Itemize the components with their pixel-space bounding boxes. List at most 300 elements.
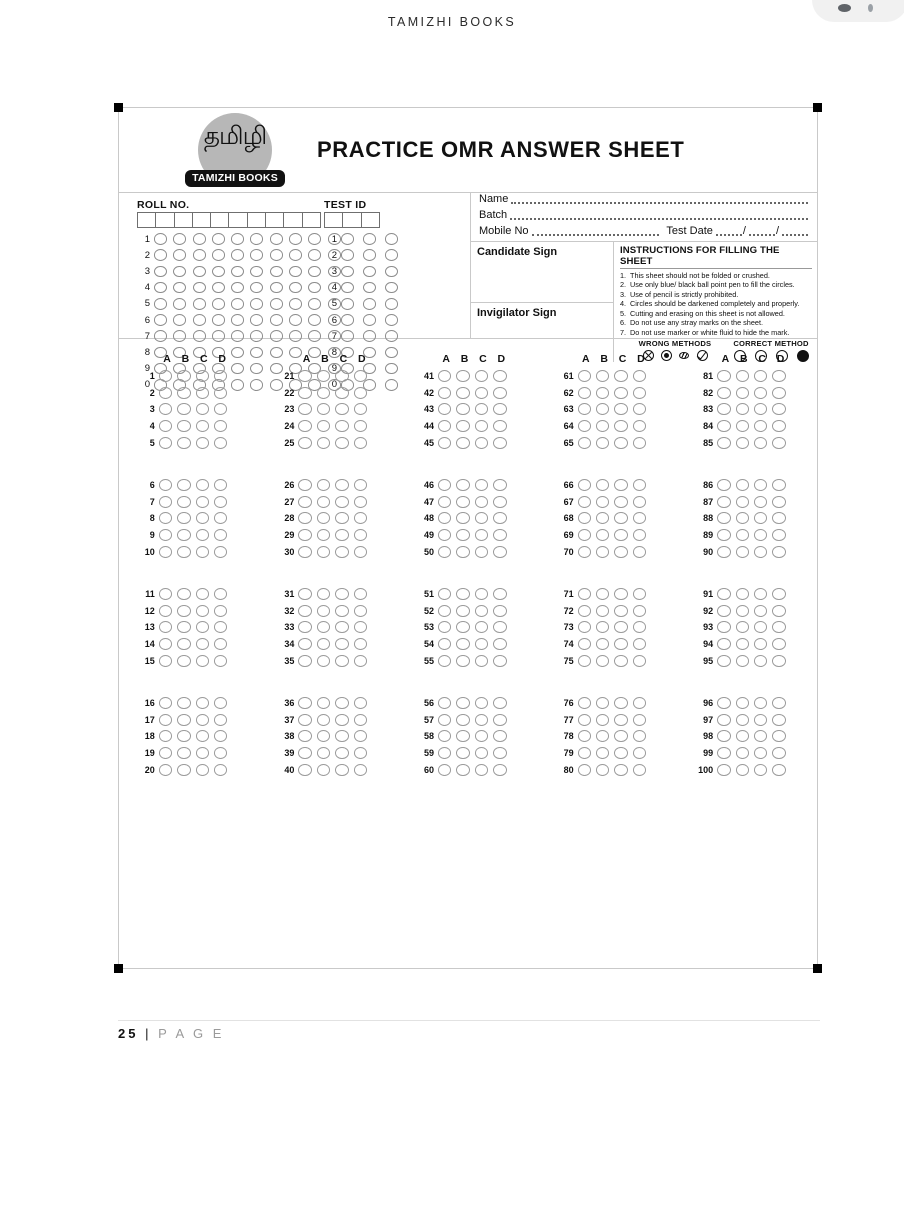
answer-bubble-39C[interactable] bbox=[335, 747, 348, 759]
answer-bubble-48A[interactable] bbox=[438, 512, 451, 524]
answer-bubble-84D[interactable] bbox=[772, 420, 785, 432]
answer-bubble-32C[interactable] bbox=[335, 605, 348, 617]
roll-no-bubble-c6-d4[interactable] bbox=[250, 282, 263, 294]
answer-bubble-42B[interactable] bbox=[456, 387, 469, 399]
answer-bubble-60A[interactable] bbox=[438, 764, 451, 776]
answer-bubble-29D[interactable] bbox=[354, 529, 367, 541]
answer-bubble-96C[interactable] bbox=[754, 697, 767, 709]
answer-bubble-6B[interactable] bbox=[177, 479, 190, 491]
answer-bubble-60D[interactable] bbox=[493, 764, 506, 776]
answer-bubble-79C[interactable] bbox=[614, 747, 627, 759]
answer-bubble-9A[interactable] bbox=[159, 529, 172, 541]
answer-bubble-17A[interactable] bbox=[159, 714, 172, 726]
answer-bubble-6D[interactable] bbox=[214, 479, 227, 491]
answer-bubble-39D[interactable] bbox=[354, 747, 367, 759]
roll-no-bubble-c4-d4[interactable] bbox=[212, 282, 225, 294]
name-field-row[interactable] bbox=[471, 193, 817, 209]
answer-bubble-25A[interactable] bbox=[298, 437, 311, 449]
answer-bubble-87D[interactable] bbox=[772, 496, 785, 508]
answer-bubble-6C[interactable] bbox=[196, 479, 209, 491]
answer-bubble-88D[interactable] bbox=[772, 512, 785, 524]
answer-bubble-55D[interactable] bbox=[493, 655, 506, 667]
answer-bubble-86B[interactable] bbox=[736, 479, 749, 491]
answer-bubble-56D[interactable] bbox=[493, 697, 506, 709]
answer-bubble-80B[interactable] bbox=[596, 764, 609, 776]
answer-bubble-68C[interactable] bbox=[614, 512, 627, 524]
answer-bubble-57C[interactable] bbox=[475, 714, 488, 726]
test-id-bubble-c2-d5[interactable] bbox=[363, 298, 376, 310]
test-date-day-input[interactable] bbox=[716, 234, 742, 236]
answer-bubble-45D[interactable] bbox=[493, 437, 506, 449]
answer-bubble-55A[interactable] bbox=[438, 655, 451, 667]
answer-bubble-12C[interactable] bbox=[196, 605, 209, 617]
answer-bubble-74A[interactable] bbox=[578, 638, 591, 650]
answer-bubble-30D[interactable] bbox=[354, 546, 367, 558]
answer-bubble-20A[interactable] bbox=[159, 764, 172, 776]
answer-bubble-71B[interactable] bbox=[596, 588, 609, 600]
answer-bubble-38B[interactable] bbox=[317, 730, 330, 742]
answer-bubble-91B[interactable] bbox=[736, 588, 749, 600]
roll-no-box-8[interactable] bbox=[265, 212, 284, 228]
answer-bubble-28C[interactable] bbox=[335, 512, 348, 524]
answer-bubble-77B[interactable] bbox=[596, 714, 609, 726]
answer-bubble-97A[interactable] bbox=[717, 714, 730, 726]
answer-bubble-42C[interactable] bbox=[475, 387, 488, 399]
answer-bubble-94D[interactable] bbox=[772, 638, 785, 650]
answer-bubble-74D[interactable] bbox=[633, 638, 646, 650]
answer-bubble-24A[interactable] bbox=[298, 420, 311, 432]
answer-bubble-17B[interactable] bbox=[177, 714, 190, 726]
answer-bubble-28D[interactable] bbox=[354, 512, 367, 524]
roll-no-bubble-c4-d2[interactable] bbox=[212, 249, 225, 261]
answer-bubble-95A[interactable] bbox=[717, 655, 730, 667]
answer-bubble-12B[interactable] bbox=[177, 605, 190, 617]
answer-bubble-7B[interactable] bbox=[177, 496, 190, 508]
answer-bubble-40C[interactable] bbox=[335, 764, 348, 776]
answer-bubble-89D[interactable] bbox=[772, 529, 785, 541]
answer-bubble-79A[interactable] bbox=[578, 747, 591, 759]
roll-no-bubble-c2-d3[interactable] bbox=[173, 266, 186, 278]
roll-no-bubble-c6-d3[interactable] bbox=[250, 266, 263, 278]
roll-no-bubble-c9-d5[interactable] bbox=[308, 298, 321, 310]
answer-bubble-57D[interactable] bbox=[493, 714, 506, 726]
answer-bubble-8A[interactable] bbox=[159, 512, 172, 524]
answer-bubble-62B[interactable] bbox=[596, 387, 609, 399]
answer-bubble-37D[interactable] bbox=[354, 714, 367, 726]
answer-bubble-44B[interactable] bbox=[456, 420, 469, 432]
roll-no-box-3[interactable] bbox=[174, 212, 193, 228]
answer-bubble-19A[interactable] bbox=[159, 747, 172, 759]
answer-bubble-100A[interactable] bbox=[717, 764, 730, 776]
answer-bubble-47B[interactable] bbox=[456, 496, 469, 508]
answer-bubble-71D[interactable] bbox=[633, 588, 646, 600]
answer-bubble-52A[interactable] bbox=[438, 605, 451, 617]
answer-bubble-84B[interactable] bbox=[736, 420, 749, 432]
answer-bubble-59C[interactable] bbox=[475, 747, 488, 759]
roll-no-bubble-c5-d6[interactable] bbox=[231, 314, 244, 326]
answer-bubble-28B[interactable] bbox=[317, 512, 330, 524]
answer-bubble-49A[interactable] bbox=[438, 529, 451, 541]
answer-bubble-29C[interactable] bbox=[335, 529, 348, 541]
answer-bubble-45A[interactable] bbox=[438, 437, 451, 449]
answer-bubble-27B[interactable] bbox=[317, 496, 330, 508]
answer-bubble-39B[interactable] bbox=[317, 747, 330, 759]
answer-bubble-33A[interactable] bbox=[298, 621, 311, 633]
answer-bubble-13D[interactable] bbox=[214, 621, 227, 633]
roll-no-bubble-c5-d3[interactable] bbox=[231, 266, 244, 278]
roll-no-bubble-c2-d4[interactable] bbox=[173, 282, 186, 294]
answer-bubble-84A[interactable] bbox=[717, 420, 730, 432]
answer-bubble-64C[interactable] bbox=[614, 420, 627, 432]
answer-bubble-81B[interactable] bbox=[736, 370, 749, 382]
roll-no-bubble-c7-d1[interactable] bbox=[270, 233, 283, 245]
answer-bubble-62A[interactable] bbox=[578, 387, 591, 399]
roll-no-bubble-c7-d5[interactable] bbox=[270, 298, 283, 310]
answer-bubble-61D[interactable] bbox=[633, 370, 646, 382]
answer-bubble-74B[interactable] bbox=[596, 638, 609, 650]
answer-bubble-76B[interactable] bbox=[596, 697, 609, 709]
answer-bubble-86A[interactable] bbox=[717, 479, 730, 491]
answer-bubble-71C[interactable] bbox=[614, 588, 627, 600]
roll-no-box-7[interactable] bbox=[247, 212, 266, 228]
answer-grid[interactable] bbox=[119, 339, 817, 804]
answer-bubble-91A[interactable] bbox=[717, 588, 730, 600]
answer-bubble-13A[interactable] bbox=[159, 621, 172, 633]
answer-bubble-8D[interactable] bbox=[214, 512, 227, 524]
answer-bubble-27C[interactable] bbox=[335, 496, 348, 508]
roll-no-bubble-c4-d3[interactable] bbox=[212, 266, 225, 278]
answer-bubble-80D[interactable] bbox=[633, 764, 646, 776]
roll-no-box-2[interactable] bbox=[155, 212, 174, 228]
answer-bubble-21C[interactable] bbox=[335, 370, 348, 382]
answer-bubble-91C[interactable] bbox=[754, 588, 767, 600]
answer-bubble-89B[interactable] bbox=[736, 529, 749, 541]
answer-bubble-80C[interactable] bbox=[614, 764, 627, 776]
roll-no-bubble-c5-d2[interactable] bbox=[231, 249, 244, 261]
answer-bubble-75A[interactable] bbox=[578, 655, 591, 667]
answer-bubble-11D[interactable] bbox=[214, 588, 227, 600]
answer-bubble-27A[interactable] bbox=[298, 496, 311, 508]
roll-no-box-4[interactable] bbox=[192, 212, 211, 228]
answer-bubble-34D[interactable] bbox=[354, 638, 367, 650]
answer-bubble-1A[interactable] bbox=[159, 370, 172, 382]
answer-bubble-36B[interactable] bbox=[317, 697, 330, 709]
roll-no-bubble-c5-d5[interactable] bbox=[231, 298, 244, 310]
answer-bubble-15D[interactable] bbox=[214, 655, 227, 667]
answer-bubble-72B[interactable] bbox=[596, 605, 609, 617]
test-id-box-3[interactable] bbox=[361, 212, 380, 228]
answer-bubble-63C[interactable] bbox=[614, 403, 627, 415]
answer-bubble-40D[interactable] bbox=[354, 764, 367, 776]
answer-bubble-73C[interactable] bbox=[614, 621, 627, 633]
answer-bubble-60C[interactable] bbox=[475, 764, 488, 776]
answer-bubble-14D[interactable] bbox=[214, 638, 227, 650]
batch-input[interactable] bbox=[510, 218, 808, 220]
answer-bubble-85C[interactable] bbox=[754, 437, 767, 449]
answer-bubble-33D[interactable] bbox=[354, 621, 367, 633]
answer-bubble-76D[interactable] bbox=[633, 697, 646, 709]
roll-no-bubble-c5-d4[interactable] bbox=[231, 282, 244, 294]
roll-no-bubble-c8-d4[interactable] bbox=[289, 282, 302, 294]
test-id-bubble-c1-d4[interactable] bbox=[341, 282, 354, 294]
answer-bubble-18A[interactable] bbox=[159, 730, 172, 742]
answer-bubble-41D[interactable] bbox=[493, 370, 506, 382]
answer-bubble-2B[interactable] bbox=[177, 387, 190, 399]
answer-bubble-18B[interactable] bbox=[177, 730, 190, 742]
answer-bubble-48C[interactable] bbox=[475, 512, 488, 524]
answer-bubble-45C[interactable] bbox=[475, 437, 488, 449]
answer-bubble-80A[interactable] bbox=[578, 764, 591, 776]
roll-no-bubble-c4-d5[interactable] bbox=[212, 298, 225, 310]
roll-no-bubble-c2-d1[interactable] bbox=[173, 233, 186, 245]
roll-no-bubble-c3-d1[interactable] bbox=[193, 233, 206, 245]
answer-bubble-50A[interactable] bbox=[438, 546, 451, 558]
answer-bubble-16A[interactable] bbox=[159, 697, 172, 709]
roll-no-bubble-c1-d3[interactable] bbox=[154, 266, 167, 278]
answer-bubble-53C[interactable] bbox=[475, 621, 488, 633]
answer-bubble-55B[interactable] bbox=[456, 655, 469, 667]
answer-bubble-56C[interactable] bbox=[475, 697, 488, 709]
answer-bubble-88B[interactable] bbox=[736, 512, 749, 524]
answer-bubble-74C[interactable] bbox=[614, 638, 627, 650]
answer-bubble-14C[interactable] bbox=[196, 638, 209, 650]
answer-bubble-50D[interactable] bbox=[493, 546, 506, 558]
test-id-bubble-c3-d2[interactable] bbox=[385, 249, 398, 261]
roll-no-bubble-c6-d2[interactable] bbox=[250, 249, 263, 261]
answer-bubble-73B[interactable] bbox=[596, 621, 609, 633]
roll-no-bubble-c1-d6[interactable] bbox=[154, 314, 167, 326]
roll-no-bubble-c9-d3[interactable] bbox=[308, 266, 321, 278]
roll-no-bubble-c9-d1[interactable] bbox=[308, 233, 321, 245]
answer-bubble-16C[interactable] bbox=[196, 697, 209, 709]
answer-bubble-40A[interactable] bbox=[298, 764, 311, 776]
answer-bubble-62C[interactable] bbox=[614, 387, 627, 399]
answer-bubble-65C[interactable] bbox=[614, 437, 627, 449]
answer-bubble-58B[interactable] bbox=[456, 730, 469, 742]
roll-no-box-6[interactable] bbox=[228, 212, 247, 228]
answer-bubble-82B[interactable] bbox=[736, 387, 749, 399]
answer-bubble-87A[interactable] bbox=[717, 496, 730, 508]
roll-no-bubble-c9-d4[interactable] bbox=[308, 282, 321, 294]
answer-bubble-19D[interactable] bbox=[214, 747, 227, 759]
answer-bubble-90A[interactable] bbox=[717, 546, 730, 558]
answer-bubble-70D[interactable] bbox=[633, 546, 646, 558]
answer-bubble-38D[interactable] bbox=[354, 730, 367, 742]
roll-no-bubble-c3-d6[interactable] bbox=[193, 314, 206, 326]
answer-bubble-94B[interactable] bbox=[736, 638, 749, 650]
roll-no-bubble-c5-d1[interactable] bbox=[231, 233, 244, 245]
roll-no-bubble-c1-d2[interactable] bbox=[154, 249, 167, 261]
answer-bubble-66D[interactable] bbox=[633, 479, 646, 491]
answer-bubble-34A[interactable] bbox=[298, 638, 311, 650]
answer-bubble-42A[interactable] bbox=[438, 387, 451, 399]
answer-bubble-10C[interactable] bbox=[196, 546, 209, 558]
mobile-input[interactable] bbox=[532, 234, 660, 236]
answer-bubble-83C[interactable] bbox=[754, 403, 767, 415]
answer-bubble-7A[interactable] bbox=[159, 496, 172, 508]
answer-bubble-71A[interactable] bbox=[578, 588, 591, 600]
answer-bubble-39A[interactable] bbox=[298, 747, 311, 759]
answer-bubble-26B[interactable] bbox=[317, 479, 330, 491]
answer-bubble-29A[interactable] bbox=[298, 529, 311, 541]
answer-bubble-75B[interactable] bbox=[596, 655, 609, 667]
answer-bubble-63A[interactable] bbox=[578, 403, 591, 415]
answer-bubble-22A[interactable] bbox=[298, 387, 311, 399]
answer-bubble-65D[interactable] bbox=[633, 437, 646, 449]
roll-no-bubble-c2-d2[interactable] bbox=[173, 249, 186, 261]
answer-bubble-35C[interactable] bbox=[335, 655, 348, 667]
test-id-bubble-c2-d3[interactable] bbox=[363, 266, 376, 278]
answer-bubble-5D[interactable] bbox=[214, 437, 227, 449]
answer-bubble-30A[interactable] bbox=[298, 546, 311, 558]
answer-bubble-76A[interactable] bbox=[578, 697, 591, 709]
answer-bubble-41B[interactable] bbox=[456, 370, 469, 382]
answer-bubble-20D[interactable] bbox=[214, 764, 227, 776]
answer-bubble-31A[interactable] bbox=[298, 588, 311, 600]
answer-bubble-64B[interactable] bbox=[596, 420, 609, 432]
answer-bubble-95D[interactable] bbox=[772, 655, 785, 667]
answer-bubble-47D[interactable] bbox=[493, 496, 506, 508]
answer-bubble-41A[interactable] bbox=[438, 370, 451, 382]
answer-bubble-25D[interactable] bbox=[354, 437, 367, 449]
mobile-and-date-row[interactable] bbox=[471, 225, 817, 241]
answer-bubble-65A[interactable] bbox=[578, 437, 591, 449]
answer-bubble-27D[interactable] bbox=[354, 496, 367, 508]
roll-no-bubble-c2-d6[interactable] bbox=[173, 314, 186, 326]
answer-bubble-54D[interactable] bbox=[493, 638, 506, 650]
answer-bubble-78D[interactable] bbox=[633, 730, 646, 742]
answer-bubble-88C[interactable] bbox=[754, 512, 767, 524]
roll-no-bubble-c8-d3[interactable] bbox=[289, 266, 302, 278]
answer-bubble-86C[interactable] bbox=[754, 479, 767, 491]
answer-bubble-99A[interactable] bbox=[717, 747, 730, 759]
answer-bubble-9D[interactable] bbox=[214, 529, 227, 541]
answer-bubble-66A[interactable] bbox=[578, 479, 591, 491]
answer-bubble-92A[interactable] bbox=[717, 605, 730, 617]
answer-bubble-4B[interactable] bbox=[177, 420, 190, 432]
answer-bubble-93A[interactable] bbox=[717, 621, 730, 633]
answer-bubble-44C[interactable] bbox=[475, 420, 488, 432]
test-id-entry-boxes[interactable] bbox=[324, 212, 407, 228]
answer-bubble-22C[interactable] bbox=[335, 387, 348, 399]
answer-bubble-58D[interactable] bbox=[493, 730, 506, 742]
answer-bubble-51A[interactable] bbox=[438, 588, 451, 600]
answer-bubble-17C[interactable] bbox=[196, 714, 209, 726]
answer-bubble-97D[interactable] bbox=[772, 714, 785, 726]
answer-bubble-38C[interactable] bbox=[335, 730, 348, 742]
answer-bubble-21D[interactable] bbox=[354, 370, 367, 382]
answer-bubble-14A[interactable] bbox=[159, 638, 172, 650]
answer-bubble-22D[interactable] bbox=[354, 387, 367, 399]
answer-bubble-87C[interactable] bbox=[754, 496, 767, 508]
roll-no-box-1[interactable] bbox=[137, 212, 156, 228]
answer-bubble-78B[interactable] bbox=[596, 730, 609, 742]
answer-bubble-9B[interactable] bbox=[177, 529, 190, 541]
answer-bubble-51C[interactable] bbox=[475, 588, 488, 600]
answer-bubble-54C[interactable] bbox=[475, 638, 488, 650]
answer-bubble-11B[interactable] bbox=[177, 588, 190, 600]
test-id-bubble-c1-d6[interactable] bbox=[341, 314, 354, 326]
answer-bubble-26D[interactable] bbox=[354, 479, 367, 491]
answer-bubble-72D[interactable] bbox=[633, 605, 646, 617]
answer-bubble-23A[interactable] bbox=[298, 403, 311, 415]
answer-bubble-37A[interactable] bbox=[298, 714, 311, 726]
answer-bubble-24D[interactable] bbox=[354, 420, 367, 432]
answer-bubble-48D[interactable] bbox=[493, 512, 506, 524]
answer-bubble-16B[interactable] bbox=[177, 697, 190, 709]
answer-bubble-77A[interactable] bbox=[578, 714, 591, 726]
answer-bubble-24C[interactable] bbox=[335, 420, 348, 432]
answer-bubble-43A[interactable] bbox=[438, 403, 451, 415]
answer-bubble-59D[interactable] bbox=[493, 747, 506, 759]
answer-bubble-45B[interactable] bbox=[456, 437, 469, 449]
answer-bubble-90C[interactable] bbox=[754, 546, 767, 558]
answer-bubble-83B[interactable] bbox=[736, 403, 749, 415]
answer-bubble-59B[interactable] bbox=[456, 747, 469, 759]
answer-bubble-94C[interactable] bbox=[754, 638, 767, 650]
answer-bubble-43D[interactable] bbox=[493, 403, 506, 415]
answer-bubble-91D[interactable] bbox=[772, 588, 785, 600]
answer-bubble-66C[interactable] bbox=[614, 479, 627, 491]
answer-bubble-93D[interactable] bbox=[772, 621, 785, 633]
answer-bubble-86D[interactable] bbox=[772, 479, 785, 491]
answer-bubble-82D[interactable] bbox=[772, 387, 785, 399]
answer-bubble-22B[interactable] bbox=[317, 387, 330, 399]
test-id-bubble-c3-d4[interactable] bbox=[385, 282, 398, 294]
answer-bubble-32D[interactable] bbox=[354, 605, 367, 617]
answer-bubble-47C[interactable] bbox=[475, 496, 488, 508]
roll-no-bubble-c1-d4[interactable] bbox=[154, 282, 167, 294]
roll-no-bubble-c3-d5[interactable] bbox=[193, 298, 206, 310]
answer-bubble-96A[interactable] bbox=[717, 697, 730, 709]
answer-bubble-83A[interactable] bbox=[717, 403, 730, 415]
answer-bubble-40B[interactable] bbox=[317, 764, 330, 776]
answer-bubble-3D[interactable] bbox=[214, 403, 227, 415]
answer-bubble-7D[interactable] bbox=[214, 496, 227, 508]
roll-no-box-9[interactable] bbox=[283, 212, 302, 228]
answer-bubble-68D[interactable] bbox=[633, 512, 646, 524]
answer-bubble-59A[interactable] bbox=[438, 747, 451, 759]
answer-bubble-93C[interactable] bbox=[754, 621, 767, 633]
answer-bubble-14B[interactable] bbox=[177, 638, 190, 650]
answer-bubble-50B[interactable] bbox=[456, 546, 469, 558]
roll-no-bubble-c3-d2[interactable] bbox=[193, 249, 206, 261]
answer-bubble-4C[interactable] bbox=[196, 420, 209, 432]
answer-bubble-46A[interactable] bbox=[438, 479, 451, 491]
answer-bubble-90D[interactable] bbox=[772, 546, 785, 558]
answer-bubble-51D[interactable] bbox=[493, 588, 506, 600]
answer-bubble-20C[interactable] bbox=[196, 764, 209, 776]
roll-no-bubble-c6-d6[interactable] bbox=[250, 314, 263, 326]
answer-bubble-26A[interactable] bbox=[298, 479, 311, 491]
answer-bubble-93B[interactable] bbox=[736, 621, 749, 633]
answer-bubble-70A[interactable] bbox=[578, 546, 591, 558]
roll-no-box-10[interactable] bbox=[302, 212, 321, 228]
roll-no-bubble-c8-d5[interactable] bbox=[289, 298, 302, 310]
answer-bubble-82A[interactable] bbox=[717, 387, 730, 399]
answer-bubble-30C[interactable] bbox=[335, 546, 348, 558]
answer-bubble-100C[interactable] bbox=[754, 764, 767, 776]
answer-bubble-83D[interactable] bbox=[772, 403, 785, 415]
test-id-bubble-c2-d6[interactable] bbox=[363, 314, 376, 326]
answer-bubble-58A[interactable] bbox=[438, 730, 451, 742]
answer-bubble-52D[interactable] bbox=[493, 605, 506, 617]
answer-bubble-25C[interactable] bbox=[335, 437, 348, 449]
answer-bubble-98D[interactable] bbox=[772, 730, 785, 742]
answer-bubble-28A[interactable] bbox=[298, 512, 311, 524]
answer-bubble-56B[interactable] bbox=[456, 697, 469, 709]
answer-bubble-5B[interactable] bbox=[177, 437, 190, 449]
